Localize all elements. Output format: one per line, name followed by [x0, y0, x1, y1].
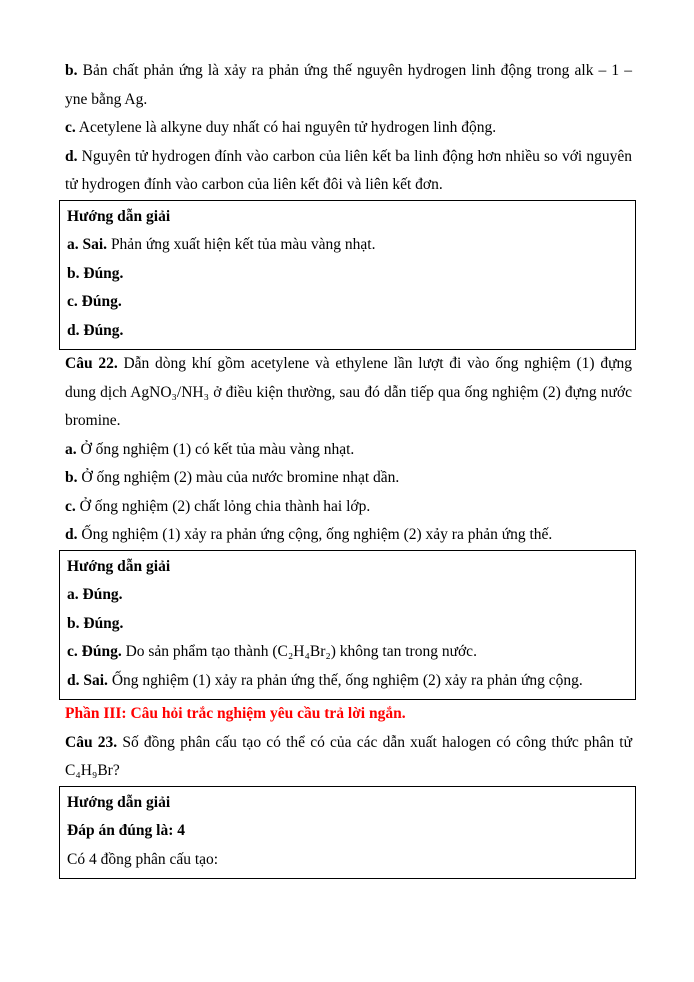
solution-22-line-b — [67, 610, 627, 639]
solution-22-line-c-verdict: c. Đúng. — [67, 643, 122, 660]
question-22-option-d — [65, 521, 632, 550]
question-22-option-a — [65, 436, 632, 465]
solution-box-22 — [59, 550, 636, 701]
question-22-option-d-text: Ống nghiệm (1) xảy ra phản ứng cộng, ống nghiệm (2) xảy ra phản ứng thế. — [81, 526, 553, 543]
question-22-option-d-label: d. — [65, 526, 78, 543]
solution-22-line-b-verdict: b. Đúng. — [67, 614, 124, 632]
question-22 — [65, 350, 632, 436]
question-22-option-c-label: c. — [65, 497, 76, 515]
solution-21-line-d-verdict: d. Đúng. — [67, 321, 124, 339]
solution-21-line-c-verdict: c. Đúng. — [67, 293, 122, 310]
solution-21-line-c — [67, 288, 627, 317]
question-23-number: Câu 23. — [65, 733, 118, 751]
statement-d — [65, 143, 632, 200]
question-22-option-b — [65, 464, 632, 493]
statement-c-label: c. — [65, 119, 76, 136]
solution-23-title: Hướng dẫn giải — [67, 793, 171, 811]
solution-21-line-a-text: Phản ứng xuất hiện kết tủa màu vàng nhạt. — [110, 236, 376, 253]
statement-d-text: Nguyên tử hydrogen đính vào carbon của liên kết ba linh động hơn nhiều so với nguyên tử hydrogen đính vào carbon của liên kết đôi và liên kết đơn. — [65, 147, 633, 193]
question-23-text: Số đồng phân cấu tạo có thể có của các dẫn xuất halogen có công thức phân tử C₄H₉Br? — [65, 733, 632, 779]
question-22-number: Câu 22. — [65, 355, 118, 372]
solution-21-line-a-verdict: a. Sai. — [67, 236, 108, 253]
solution-21-line-b — [67, 260, 627, 289]
statement-b-label: b. — [65, 62, 78, 79]
question-22-option-c-text: Ở ống nghiệm (2) chất lỏng chia thành hai lớp. — [79, 497, 371, 515]
question-22-option-c — [65, 493, 632, 522]
question-22-text: Dẫn dòng khí gồm acetylene và ethylene lần lượt đi vào ống nghiệm (1) đựng dung dịch AgNO₃/NH₃ ở điều kiện thường, sau đó dẫn tiếp qua ống nghiệm (2) đựng nước bromine. — [65, 355, 632, 429]
solution-22-line-d-verdict: d. Sai. — [67, 671, 108, 689]
question-22-option-a-text: Ở ống nghiệm (1) có kết tủa màu vàng nhạt. — [80, 440, 355, 458]
solution-21-line-a — [67, 231, 627, 260]
question-22-option-b-text: Ở ống nghiệm (2) màu của nước bromine nhạt dần. — [81, 469, 400, 486]
solution-22-title: Hướng dẫn giải — [67, 557, 171, 575]
solution-box-23 — [59, 786, 636, 880]
solution-23-answer: Đáp án đúng là: 4 — [67, 822, 186, 839]
solution-21-line-d — [67, 317, 627, 346]
statement-c-text: Acetylene là alkyne duy nhất có hai nguyên tử hydrogen linh động. — [78, 119, 497, 136]
question-22-option-b-label: b. — [65, 469, 78, 486]
solution-22-line-c — [67, 638, 627, 667]
statement-b-text: Bản chất phản ứng là xảy ra phản ứng thế nguyên hydrogen linh động trong alk – 1 – yne bằng Ag. — [65, 62, 633, 108]
statement-c — [65, 114, 632, 143]
solution-22-line-a-verdict: a. Đúng. — [67, 586, 123, 603]
solution-22-line-c-text: Do sản phẩm tạo thành (C₂H₄Br₂) không tan trong nước. — [125, 643, 477, 660]
solution-box-21 — [59, 200, 636, 351]
solution-21-title: Hướng dẫn giải — [67, 207, 171, 225]
solution-21-line-b-verdict: b. Đúng. — [67, 264, 124, 282]
section-3-heading: Phần III: Câu hỏi trắc nghiệm yêu cầu trả lời ngắn. — [65, 705, 406, 722]
question-22-option-a-label: a. — [65, 440, 77, 458]
solution-23-note: Có 4 đồng phân cấu tạo: — [67, 850, 219, 868]
question-23 — [65, 729, 632, 786]
statement-b — [65, 57, 632, 114]
statement-d-label: d. — [65, 147, 78, 165]
solution-22-line-d — [67, 667, 627, 696]
solution-22-line-a — [67, 581, 627, 610]
solution-22-line-d-text: Ống nghiệm (1) xảy ra phản ứng thế, ống nghiệm (2) xảy ra phản ứng cộng. — [111, 671, 583, 689]
